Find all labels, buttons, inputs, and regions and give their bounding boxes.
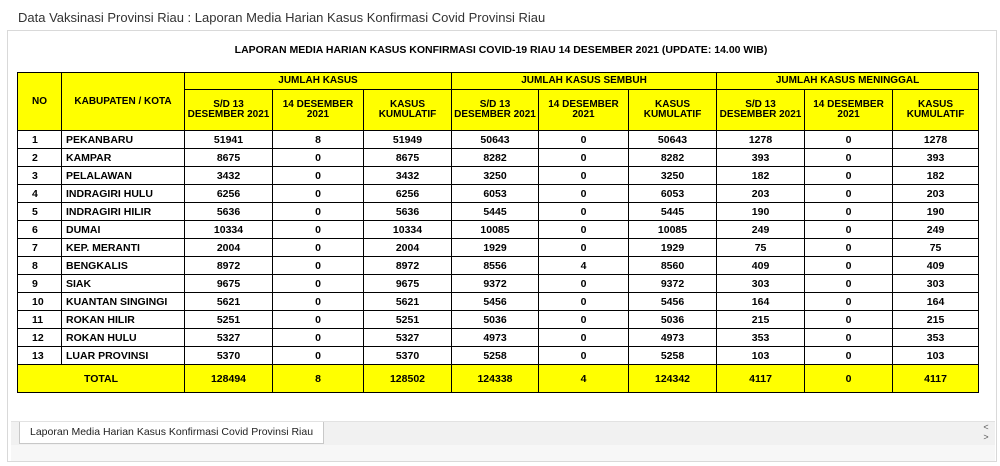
cell-s-kum: 10085 [629,221,717,239]
table-row [18,239,979,257]
cell-s-kum: 5036 [629,311,717,329]
cell-s-day: 0 [539,149,629,167]
row-number: 3 [18,167,62,185]
cell-k-day: 0 [273,203,364,221]
row-kabupaten-name: KAMPAR [62,149,185,167]
cell-k-day: 0 [273,185,364,203]
total-sembuh-kumulatif: 124342 [629,365,717,393]
cell-m-sd: 190 [717,203,805,221]
row-kabupaten-name: INDRAGIRI HULU [62,185,185,203]
cell-k-day: 0 [273,347,364,365]
cell-s-day: 0 [539,221,629,239]
cell-k-sd: 6256 [185,185,273,203]
cell-k-sd: 8675 [185,149,273,167]
cell-m-sd: 203 [717,185,805,203]
cell-m-kum: 190 [893,203,979,221]
row-kabupaten-name: SIAK [62,275,185,293]
table-row [18,293,979,311]
cell-s-day: 0 [539,185,629,203]
cell-k-sd: 8972 [185,257,273,275]
cell-s-sd: 5445 [452,203,539,221]
header-meninggal-sd: S/D 13 DESEMBER 2021 [717,90,805,131]
cell-k-sd: 51941 [185,131,273,149]
bottom-strip [11,445,995,461]
cell-s-kum: 3250 [629,167,717,185]
row-number: 12 [18,329,62,347]
cell-m-day: 0 [805,149,893,167]
cell-k-kum: 51949 [364,131,452,149]
cell-s-day: 0 [539,239,629,257]
tab-scroll-arrows [981,422,991,442]
header-sembuh-kumulatif: KASUS KUMULATIF [629,90,717,131]
total-meninggal-daily: 0 [805,365,893,393]
total-kasus-sd: 128494 [185,365,273,393]
cell-m-kum: 164 [893,293,979,311]
cell-k-day: 0 [273,239,364,257]
cell-m-day: 0 [805,275,893,293]
row-kabupaten-name: ROKAN HILIR [62,311,185,329]
spreadsheet-view [11,31,991,419]
header-jumlah-meninggal: JUMLAH KASUS MENINGGAL [717,73,979,90]
row-number: 5 [18,203,62,221]
row-number: 4 [18,185,62,203]
scroll-left-icon[interactable]: < [983,422,989,432]
header-kasus-sd: S/D 13 DESEMBER 2021 [185,90,273,131]
cell-m-sd: 353 [717,329,805,347]
cell-k-kum: 5251 [364,311,452,329]
row-kabupaten-name: LUAR PROVINSI [62,347,185,365]
row-kabupaten-name: BENGKALIS [62,257,185,275]
cell-m-day: 0 [805,257,893,275]
sheet-tab[interactable]: Laporan Media Harian Kasus Konfirmasi Covid Provinsi Riau [19,422,324,444]
table-row [18,167,979,185]
row-number: 1 [18,131,62,149]
header-meninggal-kumulatif: KASUS KUMULATIF [893,90,979,131]
row-kabupaten-name: DUMAI [62,221,185,239]
row-kabupaten-name: ROKAN HULU [62,329,185,347]
scroll-right-icon[interactable]: > [983,432,989,442]
table-row [18,221,979,239]
cell-k-kum: 2004 [364,239,452,257]
total-kasus-kumulatif: 128502 [364,365,452,393]
table-body [18,131,979,365]
cell-m-kum: 353 [893,329,979,347]
cell-k-kum: 3432 [364,167,452,185]
cell-m-sd: 164 [717,293,805,311]
cell-s-sd: 50643 [452,131,539,149]
table-row [18,185,979,203]
cell-s-day: 0 [539,131,629,149]
cell-m-kum: 103 [893,347,979,365]
cell-k-day: 0 [273,167,364,185]
cell-m-day: 0 [805,185,893,203]
cell-s-day: 0 [539,311,629,329]
cell-m-kum: 1278 [893,131,979,149]
cell-m-sd: 1278 [717,131,805,149]
row-number: 8 [18,257,62,275]
total-sembuh-daily: 4 [539,365,629,393]
cell-s-kum: 6053 [629,185,717,203]
cell-s-kum: 9372 [629,275,717,293]
cell-k-sd: 5327 [185,329,273,347]
table-row [18,203,979,221]
row-kabupaten-name: PEKANBARU [62,131,185,149]
cell-k-day: 0 [273,257,364,275]
row-number: 6 [18,221,62,239]
cell-k-day: 8 [273,131,364,149]
cell-s-kum: 4973 [629,329,717,347]
report-title: LAPORAN MEDIA HARIAN KASUS KONFIRMASI COVID-19 RIAU 14 DESEMBER 2021 (UPDATE: 14.00 WIB) [234,44,768,56]
cell-s-kum: 8560 [629,257,717,275]
cell-k-sd: 2004 [185,239,273,257]
cell-s-sd: 5456 [452,293,539,311]
cell-m-sd: 103 [717,347,805,365]
cell-k-sd: 5251 [185,311,273,329]
covid-cases-table [17,72,979,393]
cell-k-sd: 5636 [185,203,273,221]
cell-k-kum: 5621 [364,293,452,311]
cell-k-sd: 3432 [185,167,273,185]
cell-m-kum: 303 [893,275,979,293]
cell-k-day: 0 [273,329,364,347]
cell-s-kum: 8282 [629,149,717,167]
cell-m-sd: 409 [717,257,805,275]
row-number: 13 [18,347,62,365]
cell-m-day: 0 [805,329,893,347]
cell-k-kum: 6256 [364,185,452,203]
cell-s-day: 4 [539,257,629,275]
total-meninggal-kumulatif: 4117 [893,365,979,393]
row-number: 9 [18,275,62,293]
cell-k-kum: 10334 [364,221,452,239]
cell-m-kum: 249 [893,221,979,239]
cell-s-sd: 8282 [452,149,539,167]
header-kasus-daily: 14 DESEMBER 2021 [273,90,364,131]
total-row [18,365,979,393]
header-sembuh-sd: S/D 13 DESEMBER 2021 [452,90,539,131]
table-row [18,257,979,275]
cell-s-sd: 5036 [452,311,539,329]
cell-m-kum: 215 [893,311,979,329]
row-number: 2 [18,149,62,167]
header-jumlah-sembuh: JUMLAH KASUS SEMBUH [452,73,717,90]
header-kasus-kumulatif: KASUS KUMULATIF [364,90,452,131]
cell-k-kum: 5327 [364,329,452,347]
header-sembuh-daily: 14 DESEMBER 2021 [539,90,629,131]
cell-s-day: 0 [539,167,629,185]
table-row [18,131,979,149]
total-meninggal-sd: 4117 [717,365,805,393]
cell-k-kum: 9675 [364,275,452,293]
cell-m-kum: 409 [893,257,979,275]
cell-m-day: 0 [805,203,893,221]
row-kabupaten-name: KEP. MERANTI [62,239,185,257]
cell-m-day: 0 [805,293,893,311]
table-row [18,347,979,365]
sheet-tab-bar [11,421,995,445]
cell-s-day: 0 [539,347,629,365]
cell-m-day: 0 [805,311,893,329]
cell-k-kum: 8675 [364,149,452,167]
cell-s-day: 0 [539,203,629,221]
cell-k-day: 0 [273,221,364,239]
cell-s-day: 0 [539,329,629,347]
page-title: Data Vaksinasi Provinsi Riau : Laporan Media Harian Kasus Konfirmasi Covid Provinsi Riau [18,10,546,25]
cell-m-kum: 203 [893,185,979,203]
cell-m-sd: 75 [717,239,805,257]
cell-m-kum: 75 [893,239,979,257]
table-row [18,329,979,347]
cell-m-sd: 303 [717,275,805,293]
cell-s-sd: 9372 [452,275,539,293]
cell-k-day: 0 [273,149,364,167]
cell-k-kum: 8972 [364,257,452,275]
cell-s-day: 0 [539,275,629,293]
cell-m-kum: 393 [893,149,979,167]
total-kasus-daily: 8 [273,365,364,393]
cell-k-sd: 10334 [185,221,273,239]
table-row [18,149,979,167]
table-row [18,275,979,293]
cell-m-sd: 393 [717,149,805,167]
cell-k-day: 0 [273,275,364,293]
cell-s-sd: 4973 [452,329,539,347]
cell-s-sd: 8556 [452,257,539,275]
header-jumlah-kasus: JUMLAH KASUS [185,73,452,90]
cell-m-day: 0 [805,131,893,149]
row-kabupaten-name: INDRAGIRI HILIR [62,203,185,221]
cell-m-day: 0 [805,221,893,239]
cell-s-kum: 1929 [629,239,717,257]
total-sembuh-sd: 124338 [452,365,539,393]
cell-s-kum: 5258 [629,347,717,365]
cell-k-day: 0 [273,293,364,311]
cell-m-sd: 215 [717,311,805,329]
cell-k-sd: 5370 [185,347,273,365]
header-no: NO [18,73,62,131]
row-number: 10 [18,293,62,311]
cell-k-sd: 9675 [185,275,273,293]
cell-s-sd: 10085 [452,221,539,239]
cell-s-kum: 50643 [629,131,717,149]
cell-s-sd: 1929 [452,239,539,257]
cell-k-kum: 5636 [364,203,452,221]
cell-k-day: 0 [273,311,364,329]
header-kabupaten: KABUPATEN / KOTA [62,73,185,131]
cell-m-sd: 182 [717,167,805,185]
cell-s-sd: 3250 [452,167,539,185]
header-meninggal-daily: 14 DESEMBER 2021 [805,90,893,131]
row-kabupaten-name: KUANTAN SINGINGI [62,293,185,311]
row-number: 11 [18,311,62,329]
table-row [18,311,979,329]
cell-s-sd: 5258 [452,347,539,365]
cell-m-day: 0 [805,239,893,257]
total-label: TOTAL [18,365,185,393]
row-kabupaten-name: PELALAWAN [62,167,185,185]
cell-m-day: 0 [805,167,893,185]
cell-m-sd: 249 [717,221,805,239]
cell-s-sd: 6053 [452,185,539,203]
cell-m-day: 0 [805,347,893,365]
cell-k-kum: 5370 [364,347,452,365]
cell-k-sd: 5621 [185,293,273,311]
cell-m-kum: 182 [893,167,979,185]
row-number: 7 [18,239,62,257]
cell-s-kum: 5456 [629,293,717,311]
cell-s-kum: 5445 [629,203,717,221]
embedded-sheet-frame [7,30,997,462]
cell-s-day: 0 [539,293,629,311]
